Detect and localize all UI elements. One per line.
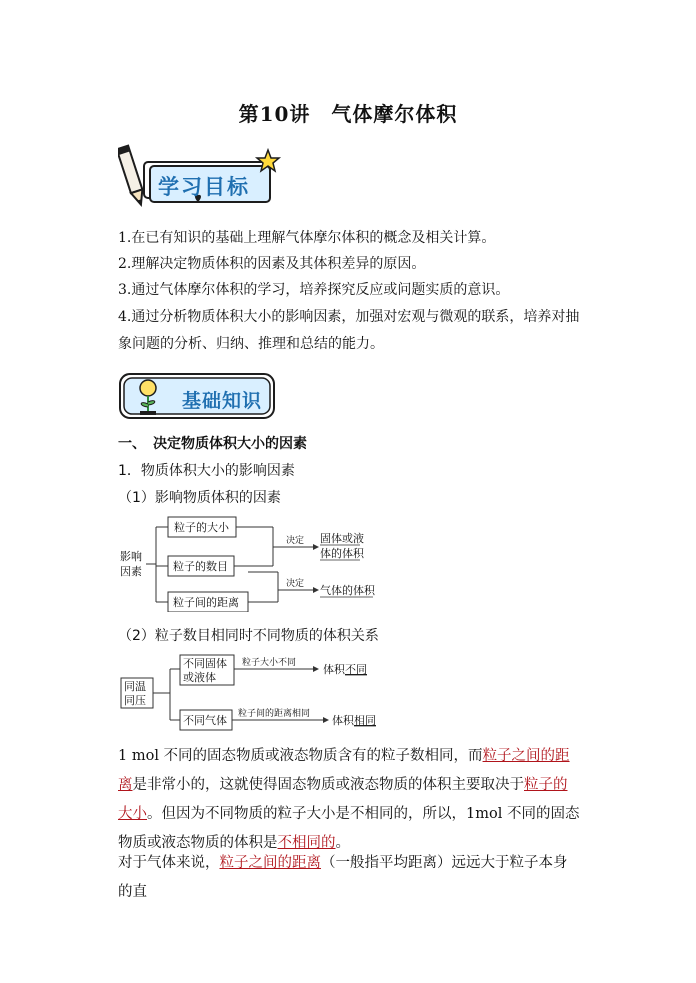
diagram2-result2-prefix: 体积	[332, 714, 354, 727]
objectives-badge-label: 学习目标	[158, 175, 250, 199]
p2-text-b: （一般指平均距离）远远大于粒子本身的直	[118, 855, 568, 900]
p1-text-c: 。但因为不同物质的粒子大小是不相同的，所以，1mol 不同的固态物质或液态物质的体积是	[118, 806, 580, 851]
p1-underline-1: 粒子之间的距离	[118, 748, 570, 793]
diagram1-decide1: 决定	[286, 536, 305, 546]
p1-underline-2: 粒子的大小	[118, 777, 568, 822]
diagram1-result1-line2: 体的体积	[320, 547, 364, 560]
section-heading: 一、 决定物质体积大小的因素	[118, 436, 307, 452]
p2-underline-1: 粒子之间的距离	[219, 855, 321, 871]
diagram2-item1-line1: 不同固体	[183, 657, 227, 670]
diagram2-item1-line2: 或液体	[183, 671, 216, 684]
subheading-1a: （1）影响物质体积的因素	[118, 490, 281, 506]
objective-2: 2.理解决定物质体积的因素及其体积差异的原因。	[118, 256, 426, 272]
factors-diagram	[118, 512, 388, 612]
diagram2-arrow1-label: 粒子大小不同	[242, 658, 297, 668]
objectives-badge	[118, 142, 288, 212]
page-title: 第10讲 气体摩尔体积	[238, 102, 458, 126]
p1-underline-3: 不相同的	[277, 835, 336, 851]
objective-4-cont: 象问题的分析、归纳、推理和总结的能力。	[118, 336, 384, 352]
diagram1-decide2: 决定	[286, 579, 305, 589]
subheading-1b: （2）粒子数目相同时不同物质的体积关系	[118, 628, 379, 644]
diagram2-result1-prefix: 体积	[323, 663, 345, 676]
objective-3: 3.通过气体摩尔体积的学习，培养探究反应或问题实质的意识。	[118, 282, 510, 298]
diagram1-root-line1: 影响	[120, 550, 142, 563]
diagram2-item2: 不同气体	[183, 714, 227, 727]
diagram1-factor2: 粒子的数目	[173, 560, 228, 573]
objective-4: 4.通过分析物质体积大小的影响因素，加强对宏观与微观的联系，培养对抽	[118, 309, 580, 325]
volume-relation-diagram	[118, 652, 388, 734]
paragraph-1	[118, 742, 580, 858]
p1-text-b: 是非常小的，这就使得固态物质或液态物质的体积主要取决于	[132, 777, 524, 793]
objective-1: 1.在已有知识的基础上理解气体摩尔体积的概念及相关计算。	[118, 230, 496, 246]
diagram1-result2: 气体的体积	[320, 584, 375, 597]
p1-text-a: 1 mol 不同的固态物质或液态物质含有的粒子数相同，而	[118, 748, 483, 764]
diagram1-factor1: 粒子的大小	[174, 521, 229, 534]
diagram2-arrow2-label: 粒子间的距离相同	[238, 709, 311, 719]
p1-text-d: 。	[335, 835, 350, 851]
knowledge-badge-label: 基础知识	[182, 390, 263, 412]
diagram2-root-line1: 同温	[124, 680, 146, 693]
diagram2-root-line2: 同压	[124, 694, 146, 707]
diagram2-result2-ul: 相同	[354, 714, 376, 727]
diagram1-factor3: 粒子间的距离	[173, 596, 239, 609]
diagram1-root-line2: 因素	[120, 565, 142, 578]
p2-text-a: 对于气体来说，	[118, 855, 220, 871]
subheading-1: 1．物质体积大小的影响因素	[118, 463, 295, 479]
knowledge-badge	[118, 372, 278, 422]
diagram2-result1-ul: 不同	[345, 663, 367, 676]
diagram1-result1-line1: 固体或液	[320, 532, 364, 545]
paragraph-2	[118, 849, 580, 907]
